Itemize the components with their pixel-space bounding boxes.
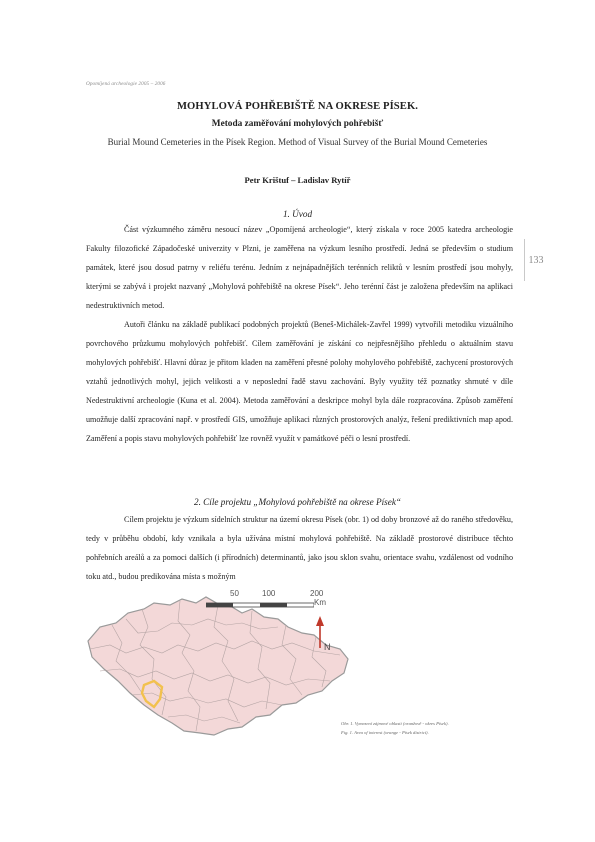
running-head: Opomíjená archeologie 2005 – 2006 — [86, 81, 166, 87]
north-label: N — [324, 642, 331, 652]
scale-label: 100 — [262, 589, 276, 598]
article-title: MOHYLOVÁ POHŘEBIŠTĚ NA OKRESE PÍSEK. — [176, 101, 419, 112]
scale-label: 50 — [230, 589, 239, 598]
country-outline — [88, 597, 348, 735]
scale-unit: Km — [314, 598, 326, 607]
page-number: 133 — [524, 239, 547, 281]
paragraph: Cílem projektu je výzkum sídelních struktur na území okresu Písek (obr. 1) od doby bronzové až do raného středověku, tedy v průběhu období, kdy vznikala a byla užívána místní mohylová pohřebiště. Na základě prostorové distribuce těchto pohřebních areálů a za pomoci dalších (i přírodních) determinantů, jako jsou sklon svahu, orientace svahu, vzdálenost od vodního toku atd., budou predikována místa s možným — [86, 515, 513, 581]
figure-caption — [341, 719, 449, 737]
english-title: Burial Mound Cemeteries in the Písek Region. Method of Visual Survey of the Burial Mound Cemeteries — [107, 137, 488, 147]
caption-czech: Obr. 1. Vymezení zájmové oblasti (oranžově - okres Písek). — [341, 721, 449, 726]
section-intro-body — [86, 220, 513, 448]
scale-label: 200 — [310, 589, 324, 598]
paragraph: Část výzkumného záměru nesoucí název „Opomíjená archeologie“, který získala v roce 2005 katedra archeologie Fakulty filozofické Západočeské univerzity v Plzni, je zaměřena na výzkum lesního prostředí. Jedná se především o studium památek, které jsou dosud patrny v reliéfu terénu. Jedním z nejnápadnějších terénních reliktů v lesním prostředí jsou mohyly, kterými se zabývá i projekt nazvaný „Mohylová pohřebiště na okrese Písek“. Jeho terénní část je založena především na aplikaci nedestruktivních metod. — [86, 225, 513, 310]
article-subtitle: Metoda zaměřování mohylových pohřebišť — [211, 119, 384, 129]
authors: Petr Krištuf – Ladislav Rytíř — [244, 175, 351, 185]
section-heading-intro: 1. Úvod — [282, 209, 313, 219]
north-arrow-icon — [310, 614, 334, 654]
section-goals-body — [86, 510, 513, 586]
paragraph: Autoři článku na základě publikací podobných projektů (Beneš-Michálek-Zavřel 1999) vytvořili metodiku vizuálního povrchového průzkumu mohylových pohřebišť. Cílem zaměřování je získání co nejpřesnějšího přehledu o aktuálním stavu mohylových pohřebišť. Hlavní důraz je přitom kladen na zaměření přesné polohy mohylového pohřebiště, zachycení prostorových vztahů jednotlivých mohyl, jejich velikosti a v neposlední řadě stavu zachování. Byly využity též poznatky shrnuté v díle Nedestruktivní archeologie (Kuna et al. 2004). Metoda zaměřování a deskripce mohyl byla dále rozpracována. Způsob zaměření umožňuje další zpracování např. v prostředí GIS, umožňuje aplikaci různých prostorových analýz, řešení prediktivních map apod. Zaměření a popis stavu mohylových pohřebišť lze rovněž využít v památkové péči o lesní prostředí. — [86, 320, 513, 443]
scale-labels — [210, 589, 330, 607]
section-heading-goals: 2. Cíle projektu „Mohylová pohřebiště na okrese Písek“ — [193, 497, 402, 507]
caption-english: Fig. 1. Area of interest (orange - Písek district). — [341, 730, 429, 735]
